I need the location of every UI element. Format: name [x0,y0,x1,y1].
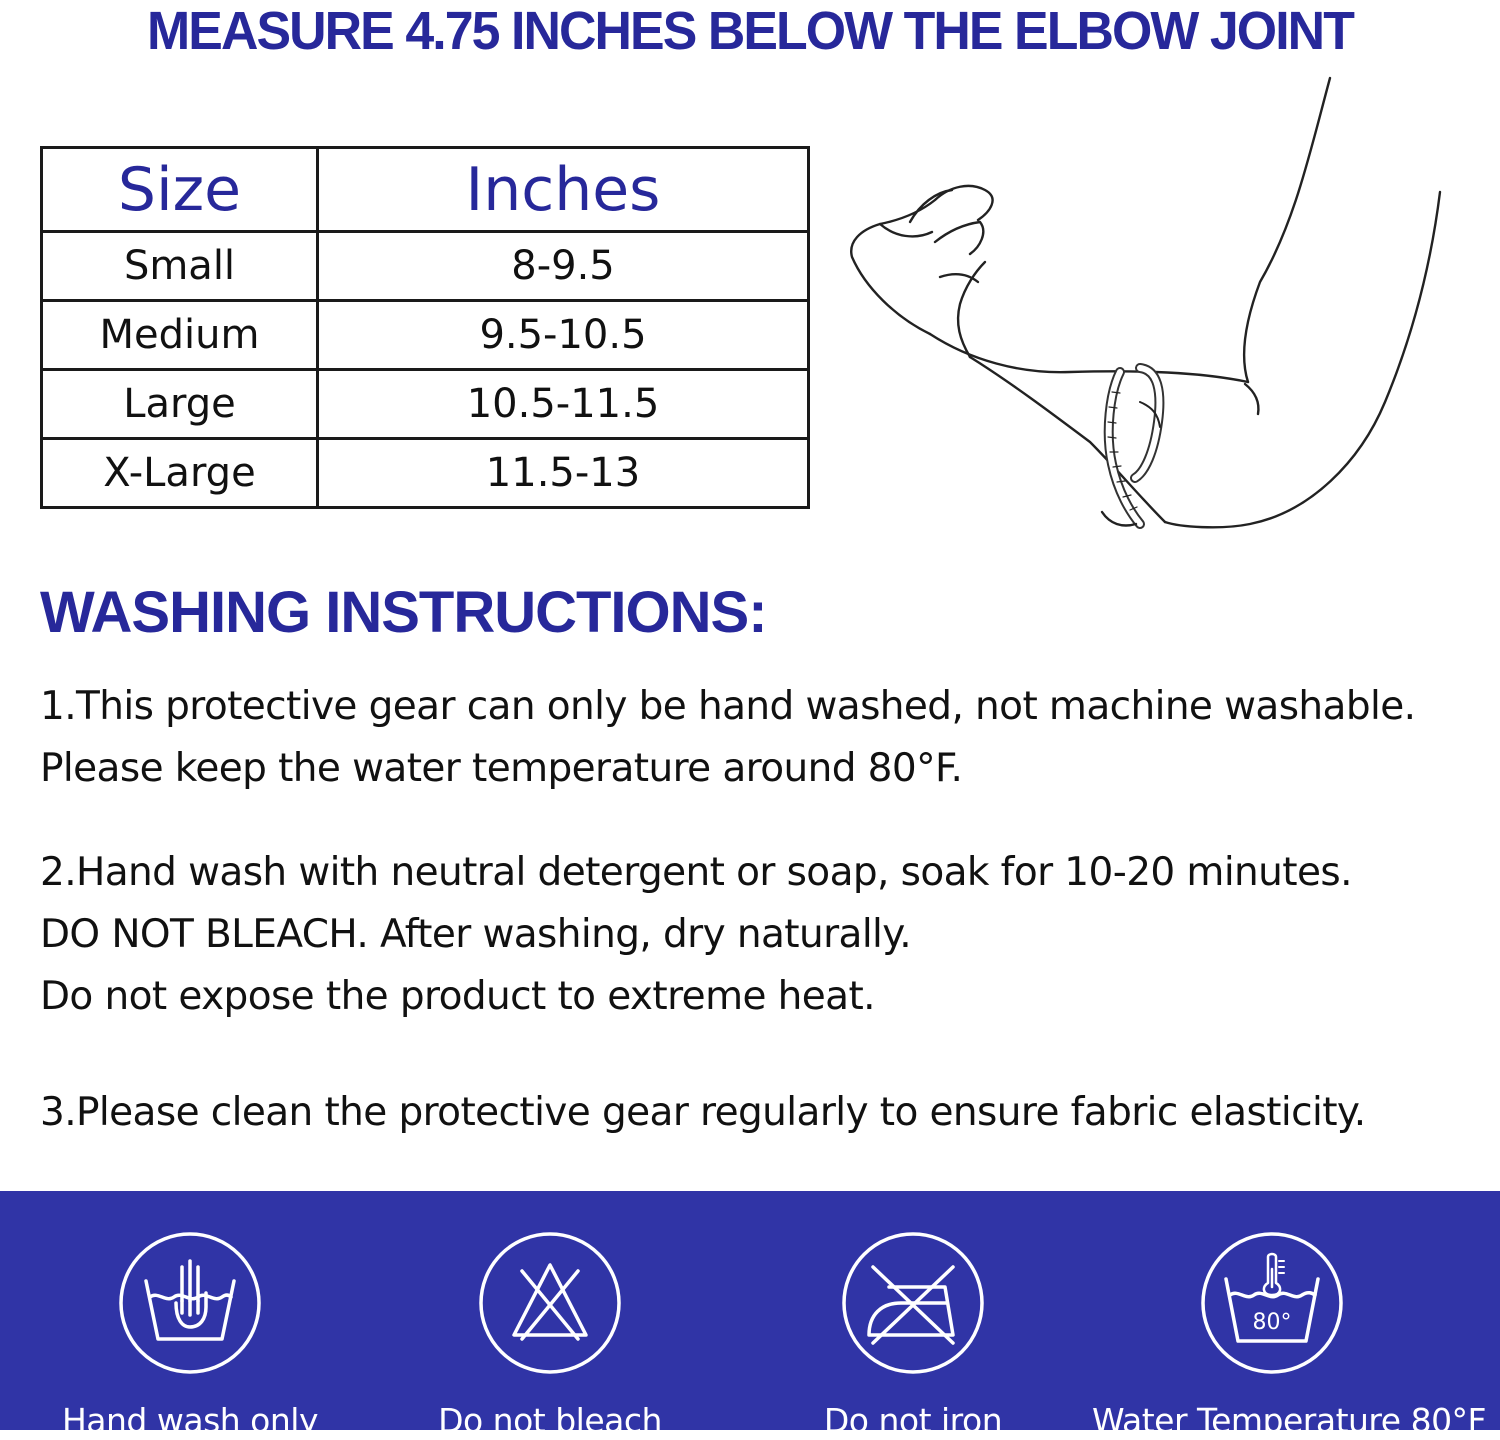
care-item-hand-wash [10,1231,370,1440]
table-row [42,301,809,370]
size-chart-table [40,146,810,509]
inches-cell: 11.5-13 [318,439,809,508]
no-bleach-icon [478,1231,622,1375]
table-row [42,370,809,439]
size-cell: X-Large [42,439,318,508]
care-label: Do not iron [823,1401,1003,1440]
inches-cell: 10.5-11.5 [318,370,809,439]
instruction-line: Do not expose the product to extreme heat. [40,974,875,1019]
care-item-no-bleach [370,1231,730,1440]
care-item-no-iron [733,1231,1093,1440]
instruction-3 [40,1082,1366,1144]
table-header-row [42,148,809,232]
size-cell: Small [42,232,318,301]
size-column-header: Size [42,148,318,232]
instruction-line: 2.Hand wash with neutral detergent or soap, soak for 10-20 minutes. [40,850,1352,895]
instruction-1 [40,676,1415,800]
instruction-line: DO NOT BLEACH. After washing, dry naturally. [40,912,912,957]
inches-column-header: Inches [318,148,809,232]
size-cell: Large [42,370,318,439]
table-row [42,232,809,301]
care-label: Hand wash only [61,1401,318,1440]
temperature-badge: 80° [1252,1310,1292,1335]
instruction-line: 3.Please clean the protective gear regularly to ensure fabric elasticity. [40,1090,1366,1135]
inches-cell: 9.5-10.5 [318,301,809,370]
headline: MEASURE 4.75 INCHES BELOW THE ELBOW JOINT [147,1,1353,61]
instruction-2 [40,842,1352,1028]
care-icons-band [0,1191,1500,1440]
care-label: Water Temperature 80°F [1092,1401,1487,1440]
instruction-line: 1.This protective gear can only be hand washed, not machine washable. [40,684,1416,729]
hand-wash-icon [118,1231,262,1375]
no-iron-icon [841,1231,985,1375]
care-label: Do not bleach [438,1401,662,1440]
arm-measuring-illustration [840,72,1500,532]
table-row [42,439,809,508]
instruction-line: Please keep the water temperature around 80°F. [40,746,963,791]
washing-instructions-title: WASHING INSTRUCTIONS: [40,580,767,645]
water-temperature-icon [1200,1231,1344,1375]
size-cell: Medium [42,301,318,370]
inches-cell: 8-9.5 [318,232,809,301]
care-item-water-temperature [1092,1231,1487,1440]
